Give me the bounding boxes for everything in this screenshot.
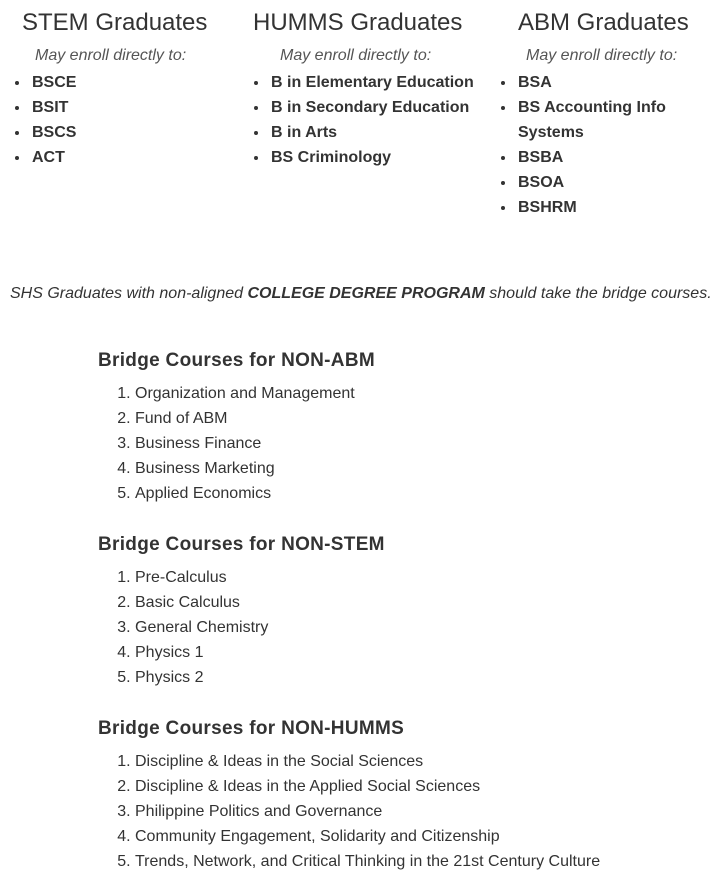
list-item: 4. Business Marketing xyxy=(135,456,375,481)
column-subtitle: May enroll directly to: xyxy=(280,47,432,64)
bridge-title: Bridge Courses for NON-HUMMS xyxy=(98,718,405,739)
bridge-title: Bridge Courses for NON-ABM xyxy=(98,350,375,371)
bridge-note xyxy=(10,284,725,304)
list-item: 4. Community Engagement, Solidarity and Citizenship xyxy=(135,824,600,849)
bridge-non-stem xyxy=(98,533,385,690)
note-text-start: SHS Graduates with non-aligned xyxy=(10,285,248,302)
program-list xyxy=(0,70,242,170)
humms-column xyxy=(253,8,493,170)
program-list xyxy=(486,70,716,220)
list-item: 2. Basic Calculus xyxy=(135,590,385,615)
list-item: • BSBA xyxy=(516,145,716,170)
list-item: • B in Secondary Education xyxy=(269,95,509,120)
program-list xyxy=(239,70,509,170)
list-item: 4. Physics 1 xyxy=(135,640,385,665)
course-list xyxy=(98,565,385,690)
abm-column xyxy=(499,8,719,220)
note-emphasis: COLLEGE DEGREE PROGRAM xyxy=(247,285,485,302)
list-item: • B in Elementary Education xyxy=(269,70,509,95)
list-item: • B in Arts xyxy=(269,120,509,145)
bridge-non-humms xyxy=(98,717,600,874)
bridge-non-abm xyxy=(98,349,375,506)
column-title: HUMMS Graduates xyxy=(253,9,463,36)
course-list xyxy=(98,381,375,506)
list-item: 5. Physics 2 xyxy=(135,665,385,690)
list-item: 5. Trends, Network, and Critical Thinking in the 21st Century Culture xyxy=(135,849,600,874)
list-item: • BSCS xyxy=(30,120,242,145)
list-item: • ACT xyxy=(30,145,242,170)
list-item: 2. Fund of ABM xyxy=(135,406,375,431)
list-item: • BSOA xyxy=(516,170,716,195)
stem-column xyxy=(22,8,242,170)
list-item: 2. Discipline & Ideas in the Applied Social Sciences xyxy=(135,774,600,799)
list-item: 3. General Chemistry xyxy=(135,615,385,640)
list-item: • BSHRM xyxy=(516,195,716,220)
course-list xyxy=(98,749,600,874)
bridge-title: Bridge Courses for NON-STEM xyxy=(98,534,385,555)
list-item: 1. Pre-Calculus xyxy=(135,565,385,590)
column-title: ABM Graduates xyxy=(518,9,689,36)
list-item: • BS Accounting Info Systems xyxy=(516,95,678,145)
column-subtitle: May enroll directly to: xyxy=(526,47,678,64)
list-item: • BSCE xyxy=(30,70,242,95)
list-item: 1. Discipline & Ideas in the Social Sciences xyxy=(135,749,600,774)
list-item: 1. Organization and Management xyxy=(135,381,375,406)
list-item: 5. Applied Economics xyxy=(135,481,375,506)
list-item: 3. Business Finance xyxy=(135,431,375,456)
note-text-end: should take the bridge courses. xyxy=(484,285,712,302)
list-item: • BSA xyxy=(516,70,716,95)
list-item: 3. Philippine Politics and Governance xyxy=(135,799,600,824)
list-item: • BS Criminology xyxy=(269,145,509,170)
column-subtitle: May enroll directly to: xyxy=(35,47,187,64)
column-title: STEM Graduates xyxy=(22,9,208,36)
list-item: • BSIT xyxy=(30,95,242,120)
